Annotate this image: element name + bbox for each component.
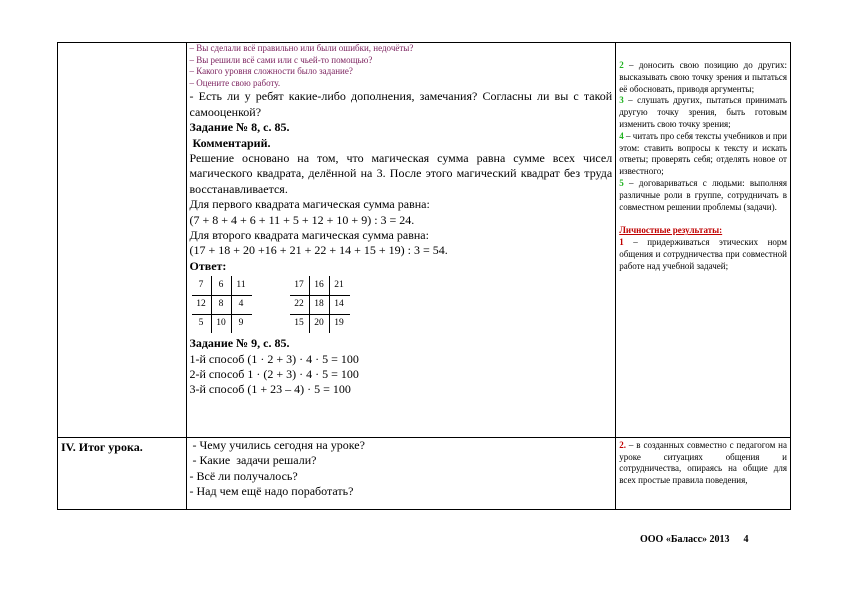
square-1-sum-label: Для первого квадрата магическая сумма равна: xyxy=(189,197,430,212)
grid-line xyxy=(192,295,252,296)
magic-square-cell: 22 xyxy=(294,299,304,310)
self-check-question: – Какого уровня сложности было задание? xyxy=(189,66,353,77)
magic-square-cell: 11 xyxy=(236,280,246,291)
page-number: 4 xyxy=(743,534,749,545)
grid-line xyxy=(290,295,350,296)
summary-question: - Какие задачи решали? xyxy=(189,453,317,468)
result-text: – придерживаться этических норм общения и сотрудничества при совместной работе над учебной задачей; xyxy=(619,237,787,271)
comment-title: Комментарий. xyxy=(189,135,271,150)
summary-question: - Над чем ещё надо поработать? xyxy=(189,484,354,499)
comment-text: Решение основано на том, что магическая сумма равна сумме всех чисел магического квадрата, делённой на 3. После этого магический квадрат без труда восстанавливается. xyxy=(189,151,613,196)
magic-square-cell: 15 xyxy=(294,318,304,329)
table-row xyxy=(58,43,791,438)
magic-square-cell: 20 xyxy=(314,318,324,329)
method-line: 1-й способ (1 · 2 + 3) · 4 · 5 = 100 xyxy=(189,351,359,366)
magic-squares xyxy=(190,276,613,335)
result-number: 1 xyxy=(619,237,624,248)
magic-square-cell: 6 xyxy=(218,280,224,291)
magic-square-cell: 14 xyxy=(334,299,344,310)
stage-cell xyxy=(58,43,187,438)
result-item xyxy=(619,438,787,487)
square-1-sum-expression: (7 + 8 + 4 + 6 + 11 + 5 + 12 + 10 + 9) : 3 = 24. xyxy=(189,212,415,227)
publisher-label: ООО «Баласс» 2013 xyxy=(640,534,730,545)
result-item xyxy=(619,178,787,213)
lesson-plan-table xyxy=(57,42,791,510)
stage-label xyxy=(61,43,183,44)
task-8-title: Задание № 8, с. 85. xyxy=(189,120,290,135)
grid-line xyxy=(231,276,232,333)
magic-square-cell: 12 xyxy=(196,299,206,310)
magic-square-1 xyxy=(192,276,252,333)
magic-square-cell: 4 xyxy=(238,299,244,310)
page-footer xyxy=(640,534,749,545)
summary-question: - Всё ли получалось? xyxy=(189,468,298,483)
results-cell xyxy=(616,43,791,438)
result-number: 5 xyxy=(619,177,624,188)
grid-line xyxy=(211,276,212,333)
result-number: 3 xyxy=(619,95,624,106)
grid-line xyxy=(329,276,330,333)
magic-square-cell: 16 xyxy=(314,280,324,291)
method-line: 3-й способ (1 + 23 – 4) · 5 = 100 xyxy=(189,382,351,397)
magic-square-cell: 5 xyxy=(198,318,204,329)
additions-question: - Есть ли у ребят какие-либо дополнения, замечания? Согласны ли вы с такой самооценкой? xyxy=(189,89,613,119)
self-check-question: – Вы сделали всё правильно или были ошибки, недочёты? xyxy=(189,43,414,53)
grid-line xyxy=(309,276,310,333)
table-row xyxy=(58,437,791,509)
result-text: – в созданных совместно с педагогом на уроке ситуациях общения и сотрудничества, опираясь на общие для всех простые правила поведения, xyxy=(619,439,787,486)
result-item xyxy=(619,95,787,130)
self-check-question: – Вы решили всё сами или с чьей-то помощью? xyxy=(189,54,373,65)
result-text: – читать про себя тексты учебников и при этом: ставить вопросы к тексту и искать ответы; проверять себя; отделять новое от известного; xyxy=(619,130,787,177)
result-number: 4 xyxy=(619,130,624,141)
grid-line xyxy=(290,314,350,315)
result-text: – договариваться с людьми: выполняя различные роли в группе, сотрудничать в совместном решении проблемы (задачи). xyxy=(619,177,787,212)
summary-question: - Чему учились сегодня на уроке? xyxy=(189,437,365,452)
content-cell xyxy=(186,437,616,509)
magic-square-cell: 7 xyxy=(198,280,204,291)
result-item xyxy=(619,60,787,95)
magic-square-cell: 17 xyxy=(294,280,304,291)
personal-results-title: Личностные результаты: xyxy=(619,225,723,236)
result-text: – доносить свою позицию до других: высказывать свою точку зрения и пытаться её обосновать, приводя аргументы; xyxy=(619,60,787,94)
magic-square-cell: 21 xyxy=(334,280,344,291)
answer-title: Ответ: xyxy=(189,258,227,273)
magic-square-cell: 10 xyxy=(216,318,226,329)
results-cell xyxy=(616,437,791,509)
method-line: 2-й способ 1 · (2 + 3) · 4 · 5 = 100 xyxy=(189,367,359,382)
magic-square-2 xyxy=(290,276,350,333)
result-number: 2 xyxy=(619,60,624,70)
magic-square-cell: 19 xyxy=(334,318,344,329)
square-2-sum-expression: (17 + 18 + 20 +16 + 21 + 22 + 14 + 15 + 19) : 3 = 54. xyxy=(189,243,448,258)
square-2-sum-label: Для второго квадрата магическая сумма равна: xyxy=(189,228,429,243)
magic-square-cell: 9 xyxy=(238,318,244,329)
result-item xyxy=(619,131,787,178)
result-text: – слушать других, пытаться принимать другую точку зрения, быть готовым изменить свою точку зрения; xyxy=(619,95,787,129)
grid-line xyxy=(192,314,252,315)
stage-cell xyxy=(58,437,187,509)
task-9-title: Задание № 9, с. 85. xyxy=(189,336,290,351)
result-item xyxy=(619,237,787,272)
content-cell xyxy=(186,43,616,438)
magic-square-cell: 8 xyxy=(218,299,224,310)
result-number: 2. xyxy=(619,439,626,450)
stage-label: IV. Итог урока. xyxy=(61,439,143,454)
self-check-question: – Оцените свою работу. xyxy=(189,77,281,88)
magic-square-cell: 18 xyxy=(314,299,324,310)
